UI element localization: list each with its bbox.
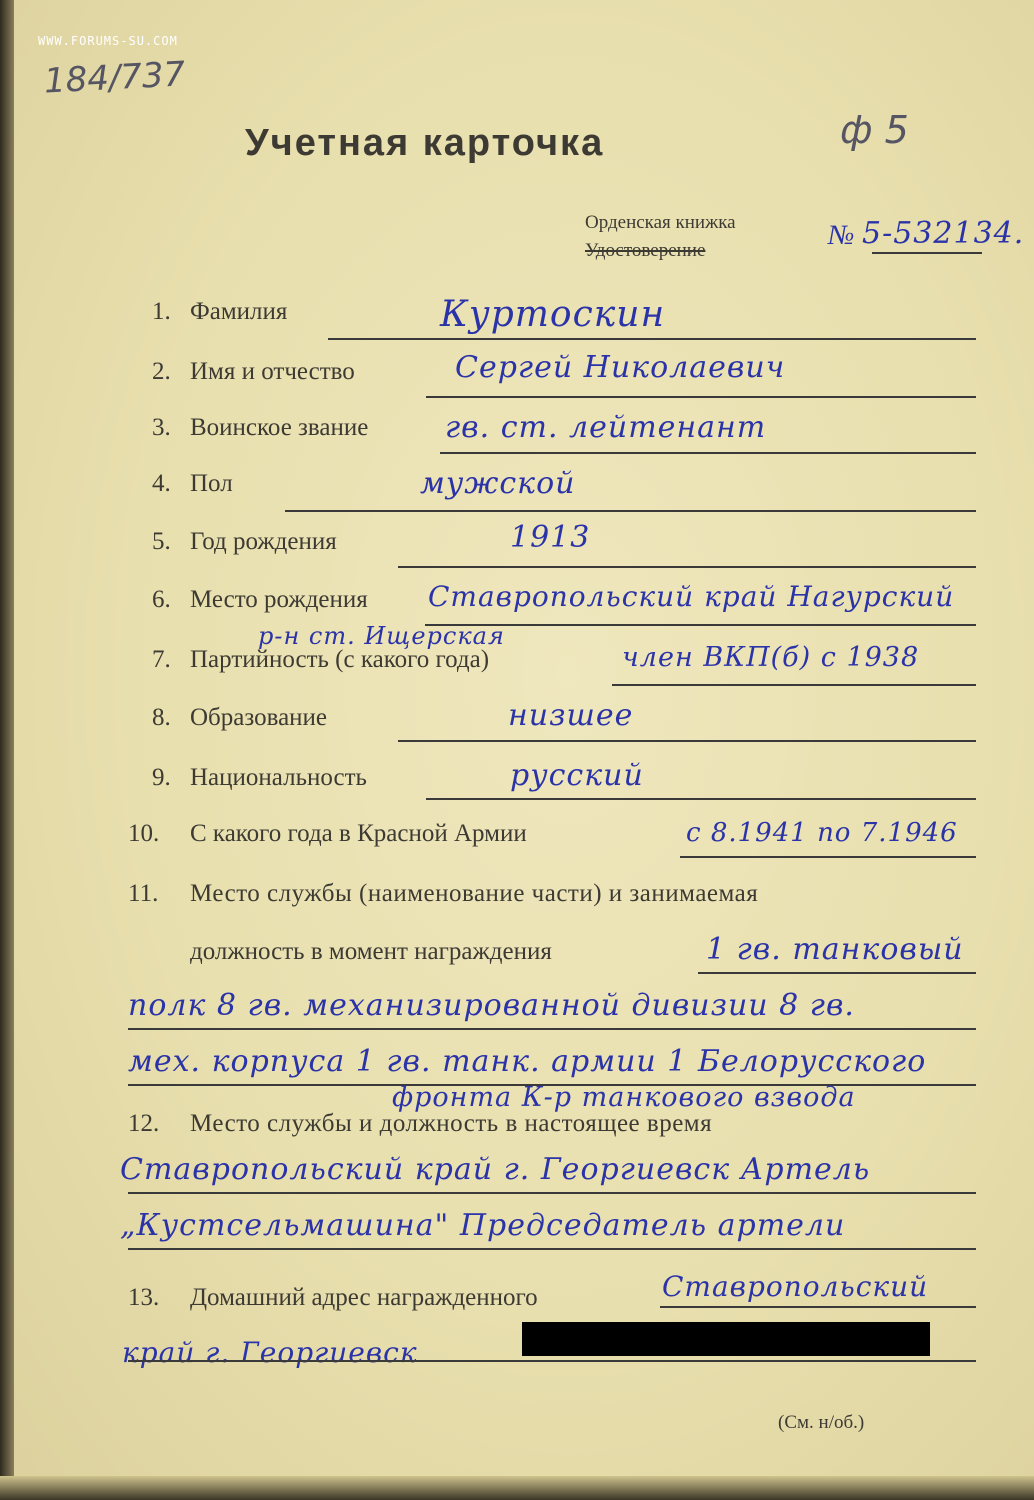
field-11-label: Место службы (наименование части) и занимаемая bbox=[190, 880, 759, 907]
redaction-bar bbox=[522, 1322, 930, 1356]
field-1-line bbox=[328, 338, 976, 340]
field-4-value: мужской bbox=[420, 466, 576, 501]
field-11-value-line3: мех. корпуса 1 гв. танк. армии 1 Белорусского bbox=[128, 1044, 927, 1079]
field-12-label: Место службы и должность в настоящее время bbox=[190, 1110, 713, 1137]
field-6-value-line2: р-н ст. Ищерская bbox=[258, 622, 505, 650]
booklet-struck-label: Удостоверение bbox=[585, 240, 706, 261]
watermark: WWW.FORUMS-SU.COM bbox=[38, 34, 178, 48]
field-4-label: Пол bbox=[190, 470, 233, 497]
field-3-line bbox=[440, 452, 976, 454]
field-3-number: 3. bbox=[152, 414, 171, 441]
booklet-number-prefix: № bbox=[828, 220, 855, 251]
page-title: Учетная карточка bbox=[245, 122, 605, 164]
field-7-line bbox=[612, 684, 976, 686]
field-11-label-line2: должность в момент награждения bbox=[190, 938, 552, 965]
field-2-label: Имя и отчество bbox=[190, 358, 355, 385]
field-11-line2 bbox=[128, 1028, 976, 1030]
booklet-label: Орденская книжка bbox=[585, 212, 736, 233]
field-12-line1 bbox=[128, 1192, 976, 1194]
field-12-number: 12. bbox=[128, 1110, 160, 1137]
field-13-label: Домашний адрес награжденного bbox=[190, 1284, 538, 1311]
field-6-label: Место рождения bbox=[190, 586, 368, 613]
field-9-number: 9. bbox=[152, 764, 171, 791]
field-7-number: 7. bbox=[152, 646, 171, 673]
field-7-label: Партийность (с какого года) bbox=[190, 646, 490, 673]
field-5-number: 5. bbox=[152, 528, 171, 555]
field-12-value: Ставропольский край г. Георгиевск Артель bbox=[120, 1152, 871, 1187]
field-13-value-line2: край г. Георгиевск bbox=[122, 1336, 418, 1369]
field-11-value: 1 гв. танковый bbox=[706, 932, 964, 967]
field-8-value: низшее bbox=[508, 698, 634, 733]
booklet-number-line bbox=[872, 252, 982, 254]
field-13-value: Ставропольский bbox=[662, 1270, 929, 1303]
field-1-value: Куртоскин bbox=[440, 294, 666, 335]
field-12-line2 bbox=[128, 1248, 976, 1250]
field-11-value-line2: полк 8 гв. механизированной дивизии 8 гв. bbox=[128, 988, 855, 1023]
field-9-label: Национальность bbox=[190, 764, 367, 791]
footer-note: (См. н/об.) bbox=[778, 1412, 865, 1433]
pencil-corner-number: 184/737 bbox=[43, 54, 187, 102]
field-4-number: 4. bbox=[152, 470, 171, 497]
scan-edge-bottom bbox=[0, 1476, 1034, 1500]
field-4-line bbox=[285, 510, 976, 512]
field-3-value: гв. ст. лейтенант bbox=[445, 410, 767, 445]
field-9-line bbox=[426, 798, 976, 800]
field-11-line1 bbox=[698, 972, 976, 974]
field-1-label: Фамилия bbox=[190, 298, 288, 325]
field-2-line bbox=[426, 396, 976, 398]
field-11-value-line4: фронта К-р танкового взвода bbox=[392, 1082, 856, 1113]
field-6-value: Ставропольский край Нагурский bbox=[428, 580, 955, 613]
field-5-label: Год рождения bbox=[190, 528, 337, 555]
field-8-line bbox=[398, 740, 976, 742]
scan-edge-left bbox=[0, 0, 14, 1500]
field-13-number: 13. bbox=[128, 1284, 160, 1311]
field-13-line2 bbox=[128, 1360, 976, 1362]
field-10-line bbox=[680, 856, 976, 858]
field-7-value: член ВКП(б) с 1938 bbox=[622, 642, 920, 673]
field-5-value: 1913 bbox=[510, 520, 591, 555]
field-6-number: 6. bbox=[152, 586, 171, 613]
field-1-number: 1. bbox=[152, 298, 171, 325]
field-2-number: 2. bbox=[152, 358, 171, 385]
field-9-value: русский bbox=[510, 758, 644, 793]
field-13-line1 bbox=[660, 1306, 976, 1308]
field-3-label: Воинское звание bbox=[190, 414, 369, 441]
field-5-line bbox=[398, 566, 976, 568]
field-10-value: с 8.1941 по 7.1946 bbox=[686, 818, 958, 848]
field-2-value: Сергей Николаевич bbox=[455, 350, 786, 385]
field-10-label: С какого года в Красной Армии bbox=[190, 820, 527, 847]
field-6-line bbox=[425, 624, 976, 626]
field-11-number: 11. bbox=[128, 880, 159, 907]
field-8-number: 8. bbox=[152, 704, 171, 731]
field-12-value-line2: „Кустсельмашина" Председатель артели bbox=[120, 1208, 846, 1243]
pencil-topright-mark: ф 5 bbox=[840, 108, 909, 152]
field-8-label: Образование bbox=[190, 704, 328, 731]
field-10-number: 10. bbox=[128, 820, 160, 847]
booklet-number: 5-532134. bbox=[862, 216, 1025, 251]
